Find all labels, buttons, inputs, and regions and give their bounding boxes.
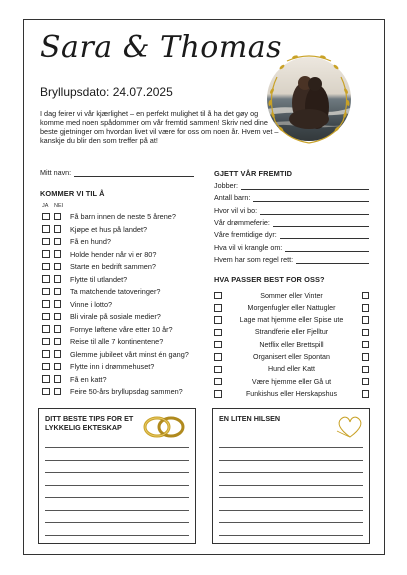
question-row	[42, 374, 197, 385]
question-row	[42, 361, 197, 372]
question-text: Flytte inn i drømmehuset?	[70, 362, 155, 371]
future-field-label: Hvor vil vi bo:	[214, 205, 258, 215]
pair-text: Funkishus eller Herskapshus	[245, 389, 338, 398]
future-field[interactable]	[214, 193, 369, 202]
writing-line[interactable]	[219, 510, 363, 511]
nei-label: NEI	[54, 203, 64, 209]
future-title: GJETT VÅR FREMTID	[214, 169, 293, 178]
writing-line[interactable]	[219, 522, 363, 523]
right-option-checkbox[interactable]	[362, 316, 370, 324]
question-row	[42, 386, 197, 397]
future-field-line[interactable]	[260, 207, 369, 215]
right-option-checkbox[interactable]	[362, 341, 370, 349]
writing-line[interactable]	[45, 535, 189, 536]
pair-text: Organisert eller Spontan	[253, 353, 330, 361]
right-option-checkbox[interactable]	[362, 353, 370, 361]
question-text: Vinne i lotto?	[70, 299, 113, 309]
writing-line[interactable]	[45, 497, 189, 498]
writing-line[interactable]	[45, 460, 189, 461]
nei-checkbox[interactable]	[54, 350, 62, 358]
question-text: Holde hender når vi er 80?	[70, 249, 157, 259]
question-text: Feire 50-års bryllupsdag sammen?	[70, 387, 183, 396]
question-text: Kjøpe et hus på landet?	[70, 224, 148, 234]
questions-title: KOMMER VI TIL Å	[40, 189, 105, 198]
writing-line[interactable]	[45, 522, 189, 523]
left-option-checkbox[interactable]	[214, 366, 222, 374]
right-option-checkbox[interactable]	[362, 366, 370, 374]
ja-checkbox[interactable]	[42, 350, 50, 358]
question-row	[42, 236, 197, 247]
question-text: Bli virale på sosiale medier?	[70, 312, 161, 321]
right-option-checkbox[interactable]	[362, 378, 370, 386]
future-field[interactable]	[214, 206, 369, 215]
nei-checkbox[interactable]	[54, 325, 62, 333]
pair-text: Strandferie eller Fjelltur	[254, 328, 329, 337]
ja-checkbox[interactable]	[42, 388, 50, 396]
writing-line[interactable]	[45, 510, 189, 511]
question-text: Få en katt?	[70, 374, 107, 384]
question-row	[42, 286, 197, 297]
question-row	[42, 211, 197, 222]
question-text: Få en hund?	[70, 237, 111, 246]
pair-row	[214, 388, 369, 399]
question-text: Få barn innen de neste 5 årene?	[70, 212, 176, 221]
pair-text: Hund eller Katt	[268, 365, 315, 374]
heart-doodle-icon	[335, 413, 365, 446]
future-field-label: Hva vil vi krangle om:	[214, 242, 283, 252]
question-text: Ta matchende tatoveringer?	[70, 287, 161, 296]
future-field-label: Jobber:	[214, 181, 238, 190]
pair-row	[214, 364, 369, 375]
nei-checkbox[interactable]	[54, 363, 62, 371]
nei-checkbox[interactable]	[54, 313, 62, 321]
left-option-checkbox[interactable]	[214, 292, 222, 300]
future-field-line[interactable]	[241, 182, 369, 190]
pair-row	[214, 315, 369, 326]
writing-line[interactable]	[45, 447, 189, 448]
writing-line[interactable]	[219, 460, 363, 461]
rings-icon	[141, 413, 187, 444]
pair-text: Netflix eller Brettspill	[259, 340, 324, 349]
future-field[interactable]	[214, 243, 369, 252]
tips-box	[38, 408, 196, 544]
nei-checkbox[interactable]	[54, 238, 62, 246]
ja-checkbox[interactable]	[42, 288, 50, 296]
pair-text: Morgenfugler eller Nattugler	[247, 303, 336, 312]
right-option-checkbox[interactable]	[362, 390, 370, 398]
question-text: Fornye løftene våre etter 10 år?	[70, 324, 173, 334]
nei-checkbox[interactable]	[54, 250, 62, 258]
right-option-checkbox[interactable]	[362, 329, 370, 337]
future-field[interactable]	[214, 230, 369, 239]
question-row	[42, 299, 197, 310]
future-field-line[interactable]	[273, 219, 369, 227]
ja-checkbox[interactable]	[42, 250, 50, 258]
nei-checkbox[interactable]	[54, 225, 62, 233]
question-row	[42, 249, 197, 260]
writing-line[interactable]	[219, 535, 363, 536]
future-field-label: Antall barn:	[214, 193, 251, 203]
my-name-line[interactable]	[74, 169, 194, 177]
pair-text: Være hjemme eller Gå ut	[251, 377, 332, 386]
writing-line[interactable]	[45, 485, 189, 486]
question-text: Starte en bedrift sammen?	[70, 262, 156, 271]
writing-line[interactable]	[45, 472, 189, 473]
ja-checkbox[interactable]	[42, 300, 50, 308]
greeting-box-title: EN LITEN HILSEN	[219, 414, 281, 423]
nei-checkbox[interactable]	[54, 375, 62, 383]
greeting-box	[212, 408, 370, 544]
writing-line[interactable]	[219, 497, 363, 498]
ja-checkbox[interactable]	[42, 313, 50, 321]
ja-checkbox[interactable]	[42, 375, 50, 383]
question-text: Glemme jubileet vårt minst én gang?	[70, 349, 189, 359]
question-row	[42, 336, 197, 347]
question-row	[42, 261, 197, 272]
future-field-line[interactable]	[253, 194, 369, 202]
ja-checkbox[interactable]	[42, 225, 50, 233]
pair-row	[214, 376, 369, 387]
future-field[interactable]	[214, 218, 369, 227]
right-option-checkbox[interactable]	[362, 304, 370, 312]
left-option-checkbox[interactable]	[214, 316, 222, 324]
question-row	[42, 324, 197, 335]
question-row	[42, 311, 197, 322]
my-name-field[interactable]	[40, 168, 194, 177]
writing-line[interactable]	[219, 472, 363, 473]
nei-checkbox[interactable]	[54, 338, 62, 346]
question-text: Reise til alle 7 kontinentene?	[70, 337, 164, 346]
left-option-checkbox[interactable]	[214, 304, 222, 312]
nei-checkbox[interactable]	[54, 263, 62, 271]
future-field-line[interactable]	[285, 244, 369, 252]
left-option-checkbox[interactable]	[214, 390, 222, 398]
left-option-checkbox[interactable]	[214, 341, 222, 349]
wedding-date: Bryllupsdato: 24.07.2025	[40, 85, 173, 99]
pair-row	[214, 339, 369, 350]
ja-label: JA	[42, 203, 49, 209]
intro-text: I dag feirer vi vår kjærlighet – en perfekt mulighet til å ha det gøy og komme med noen spådommer om vår fremtid sammen! Skriv ned dine beste gjetninger om hvordan livet vil være for oss om noen år. Hvem vet – kanskje du blir den som treffer på at!	[40, 109, 279, 145]
tips-title-line2: LYKKELIG EKTESKAP	[45, 422, 122, 432]
ja-checkbox[interactable]	[42, 275, 50, 283]
left-option-checkbox[interactable]	[214, 378, 222, 386]
pair-row	[214, 290, 369, 301]
future-field-line[interactable]	[296, 256, 369, 264]
question-row	[42, 224, 197, 235]
writing-line[interactable]	[219, 447, 363, 448]
ja-checkbox[interactable]	[42, 213, 50, 221]
nei-checkbox[interactable]	[54, 213, 62, 221]
couple-photo	[257, 47, 361, 151]
my-name-label: Mitt navn:	[40, 168, 72, 177]
future-field[interactable]	[214, 255, 369, 264]
right-option-checkbox[interactable]	[362, 292, 370, 300]
nei-checkbox[interactable]	[54, 275, 62, 283]
future-field-label: Vår drømmeferie:	[214, 217, 270, 227]
ja-checkbox[interactable]	[42, 338, 50, 346]
pair-row	[214, 327, 369, 338]
guessing-game-sheet	[23, 19, 385, 555]
writing-line[interactable]	[219, 485, 363, 486]
left-option-checkbox[interactable]	[214, 329, 222, 337]
tips-title-line1: DITT BESTE TIPS FOR ET	[45, 414, 134, 423]
future-field-label: Våre fremtidige dyr:	[214, 230, 277, 240]
ja-checkbox[interactable]	[42, 325, 50, 333]
future-field[interactable]	[214, 181, 369, 190]
future-field-label: Hvem har som regel rett:	[214, 254, 294, 264]
ja-checkbox[interactable]	[42, 363, 50, 371]
ja-checkbox[interactable]	[42, 238, 50, 246]
ja-checkbox[interactable]	[42, 263, 50, 271]
pairs-title: HVA PASSER BEST FOR OSS?	[214, 275, 325, 284]
question-row	[42, 349, 197, 360]
nei-checkbox[interactable]	[54, 300, 62, 308]
question-text: Flytte til utlandet?	[70, 274, 128, 284]
left-option-checkbox[interactable]	[214, 353, 222, 361]
pair-text: Lage mat hjemme eller Spise ute	[239, 316, 344, 325]
pair-text: Sommer eller Vinter	[260, 291, 323, 300]
tips-box-title	[45, 415, 133, 432]
nei-checkbox[interactable]	[54, 288, 62, 296]
question-row	[42, 274, 197, 285]
future-field-line[interactable]	[280, 231, 369, 239]
pair-row	[214, 302, 369, 313]
couple-names: Sara & Thomas	[40, 30, 283, 65]
nei-checkbox[interactable]	[54, 388, 62, 396]
pair-row	[214, 352, 369, 363]
